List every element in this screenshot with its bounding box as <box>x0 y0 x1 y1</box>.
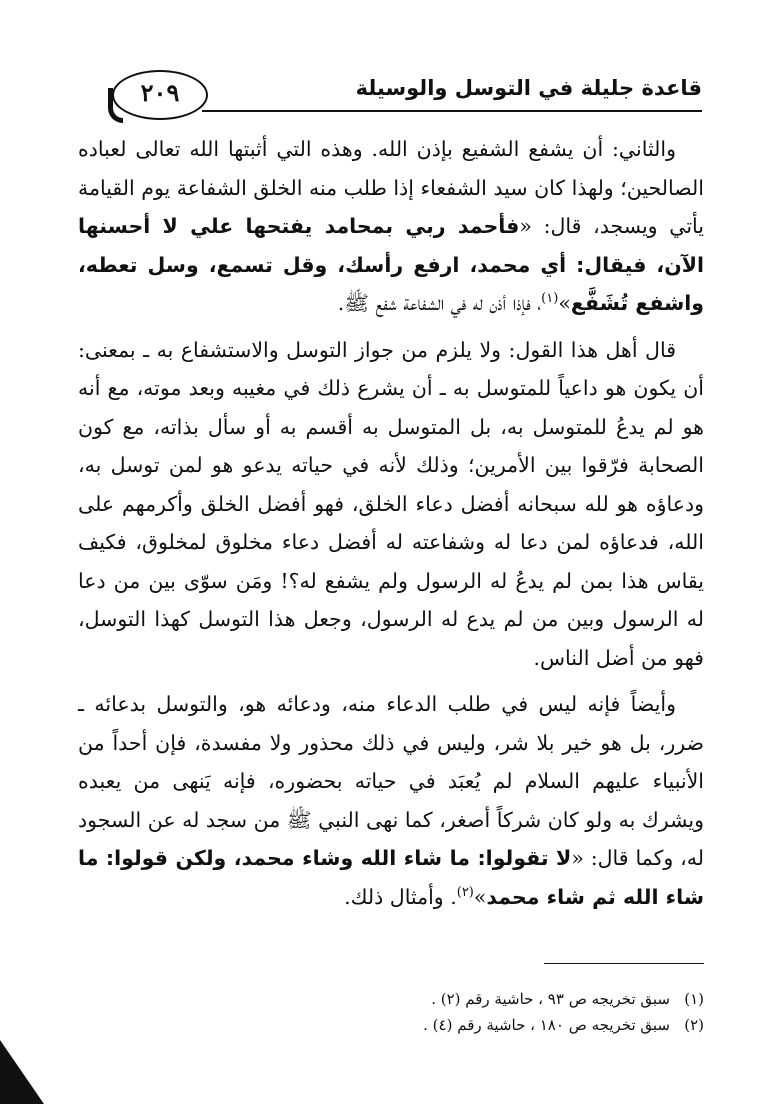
running-header-title: قاعدة جليلة في التوسل والوسيلة <box>355 76 702 100</box>
paragraph-3-text-a: وأيضاً فإنه ليس في طلب الدعاء منه، ودعائه هو، والتوسل بدعائه ـ ضرر، بل هو خير بلا شر، وليس في ذلك محذور ولا مفسدة، فإن أحداً من الأنبياء عليهم السلام لم يُعبَد في حياته بحضوره، فإنه يَنهى من يعبده ويشرك به ولو كان شركاً أصغر، كما نهى النبي ﷺ من سجد له عن السجود له، وكما قال: « <box>78 692 704 870</box>
page-number: ٢٠٩ <box>140 78 180 107</box>
footnote-text: سبق تخريجه ص ١٨٠ ، حاشية رقم (٤) . <box>423 1016 670 1034</box>
body-text <box>78 130 704 916</box>
page-corner-decoration <box>0 1040 44 1104</box>
paragraph-1-quote-close: » <box>558 291 571 315</box>
paragraph-1-hadith-quote: فأحمد ربي بمحامد يفتحها علي لا أحسنها الآن، فيقال: أي محمد، ارفع رأسك، وقل تسمع، وسل تعطه، واشفع تُشَفَّع <box>78 214 704 315</box>
footnote-text: سبق تخريجه ص ٩٣ ، حاشية رقم (٢) . <box>431 990 670 1008</box>
paragraph-3-quote-close: » <box>473 884 487 909</box>
paragraph-1-text-b: ، فإذا أذن له في الشفاعة شفع ﷺ. <box>337 291 542 315</box>
paragraph-2: قال أهل هذا القول: ولا يلزم من جواز التوسل والاستشفاع به ـ بمعنى: أن يكون هو داعياً للمتوسل به ـ أن يشرع ذلك في مغيبه وبعد موته، مع أنه هو لم يدعُ للمتوسل به، بل المتوسل به أقسم به أو سأل بذاته، مع كون الصحابة فرّقوا بين الأمرين؛ وذلك لأنه في حياته يدعو هو لمن توسل به، ودعاؤه هو لله سبحانه أفضل دعاء الخلق، فهو أفضل الخلق وأكرمهم على الله، فدعاؤه لمن دعا له وشفاعته له أفضل دعاء مخلوق لمخلوق، فكيف يقاس هذا بمن لم يدعُ له الرسول ولم يشفع له؟! ومَن سوّى بين من دعا له الرسول وبين من لم يدع له الرسول، وجعل هذا التوسل كهذا التوسل، فهو من أضل الناس. <box>78 337 704 670</box>
footnotes <box>300 986 704 1038</box>
footnote-number: (٢) <box>684 1016 704 1034</box>
footnote-number: (١) <box>684 990 704 1008</box>
paragraph-3 <box>78 685 704 916</box>
footnote-ref-1: (١) <box>541 291 559 307</box>
page-number-badge <box>112 70 208 120</box>
paragraph-3-text-b: . وأمثال ذلك. <box>344 884 457 909</box>
header-rule <box>202 110 702 112</box>
footnote-separator <box>544 963 704 964</box>
paragraph-1-text-a: والثاني: أن يشفع الشفيع بإذن الله. وهذه التي أثبتها الله تعالى لعباده الصالحين؛ ولهذا كان سيد الشفعاء إذا طلب منه الخلق الشفاعة يوم القيامة يأتي ويسجد، قال: « <box>78 137 704 238</box>
paragraph-3-hadith-quote: لا تقولوا: ما شاء الله وشاء محمد، ولكن قولوا: ما شاء الله ثم شاء محمد <box>78 846 704 909</box>
footnote-1 <box>300 986 704 1012</box>
footnote-2 <box>300 1012 704 1038</box>
paragraph-1 <box>78 130 704 323</box>
footnote-ref-2: (٢) <box>456 884 474 900</box>
